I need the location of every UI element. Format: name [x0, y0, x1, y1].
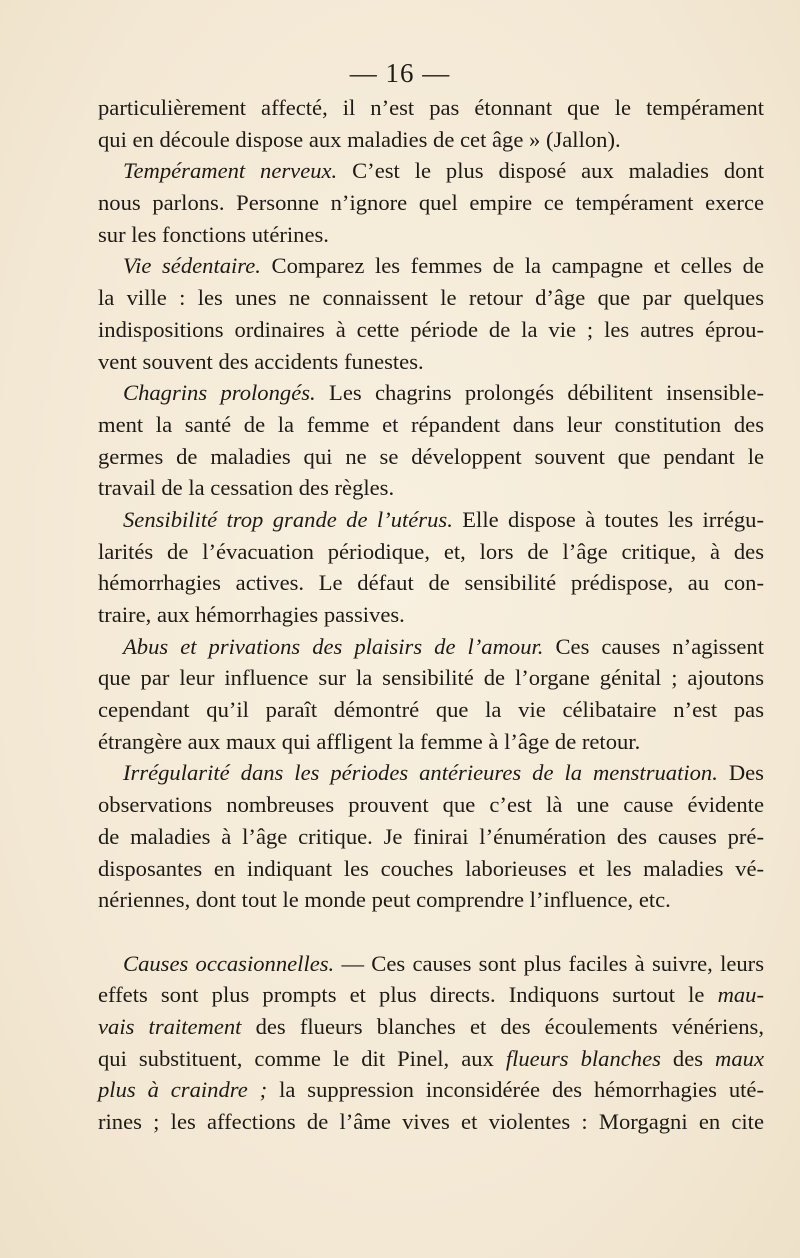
text-line [98, 979, 764, 1011]
text-run: vent souvent des accidents funestes. [98, 348, 424, 374]
italic-run: vais traitement [98, 1013, 242, 1039]
text-run: de maladies à l’âge critique. Je finirai l’énumération des causes pré- [98, 823, 764, 849]
text-run: C’est le plus disposé aux maladies dont [337, 158, 765, 184]
text-line [98, 124, 764, 156]
text-run: Les chagrins prolongés débilitent insensible- [315, 380, 764, 406]
text-line [98, 567, 764, 599]
paragraph [98, 92, 764, 155]
text-line [98, 821, 764, 853]
text-run: particulièrement affecté, il n’est pas étonnant que le tempérament [98, 95, 764, 120]
paragraph [98, 377, 764, 504]
text-run: la ville : les unes ne connaissent le retour d’âge que par quelques [98, 285, 764, 311]
text-line [98, 789, 764, 821]
italic-run: Tempérament nerveux. [123, 158, 338, 184]
text-run: des flueurs blanches et des écoulements vénériens, [241, 1013, 764, 1039]
text-run: travail de la cessation des règles. [98, 475, 395, 501]
text-line [98, 694, 764, 726]
text-line [98, 250, 764, 282]
italic-run: Chagrins prolongés. [123, 380, 316, 406]
text-run: traire, aux hémorrhagies passives. [98, 602, 405, 627]
text-line [98, 409, 764, 441]
page-number: — 16 — [349, 58, 451, 88]
text-run: cependant qu’il paraît démontré que la vie célibataire n’est pas [98, 697, 764, 723]
text-line [98, 726, 764, 758]
text-run: sur les fonctions utérines. [98, 221, 329, 247]
text-line [98, 631, 764, 663]
paragraph [98, 155, 764, 250]
italic-run: Irrégularité dans les périodes antérieures de la menstruation. [123, 760, 718, 786]
text-line [98, 1043, 764, 1075]
text-line [98, 1011, 764, 1043]
text-line [98, 1106, 764, 1138]
text-run: qui en découle dispose aux maladies de cet âge » (Jallon). [98, 126, 621, 152]
italic-run: Causes occasionnelles. [123, 950, 335, 976]
italic-run: Sensibilité trop grande de l’utérus. [123, 506, 453, 532]
paragraph [98, 250, 764, 377]
text-line [98, 187, 764, 219]
text-run: étrangère aux maux qui affligent la femme à l’âge de retour. [98, 728, 641, 754]
text-run: larités de l’évacuation périodique, et, lors de l’âge critique, à des [98, 538, 764, 564]
text-run: rines ; les affections de l’âme vives et violentes : Morgagni en cite [98, 1109, 764, 1134]
text-line [98, 314, 764, 346]
italic-run: flueurs blanches [505, 1045, 661, 1071]
text-run: effets sont plus prompts et plus directs. Indiquons surtout le [98, 982, 718, 1008]
text-line [98, 757, 764, 789]
text-run: Des [717, 760, 764, 786]
paragraph [98, 757, 764, 915]
italic-run: mau- [717, 982, 764, 1008]
text-line [98, 504, 764, 536]
text-line [98, 346, 764, 378]
italic-run: plus à craindre ; [98, 1077, 268, 1103]
text-line [98, 472, 764, 504]
text-line [98, 599, 764, 631]
text-run: Comparez les femmes de la campagne et celles de [260, 253, 764, 279]
text-line [98, 282, 764, 314]
text-run: que par leur influence sur la sensibilité de l’organe génital ; ajoutons [98, 665, 764, 691]
paragraph [98, 504, 764, 631]
text-line [98, 441, 764, 473]
text-run: — Ces causes sont plus faciles à suivre, leurs [334, 950, 764, 976]
text-run: germes de maladies qui ne se développent souvent que pendant le [98, 443, 764, 469]
text-line [98, 219, 764, 251]
paragraph [98, 631, 764, 758]
text-run: observations nombreuses prouvent que c’est là une cause évidente [98, 792, 764, 818]
text-line [98, 92, 764, 124]
text-line [98, 1074, 764, 1106]
italic-run: maux [715, 1045, 764, 1071]
text-run: indispositions ordinaires à cette période de la vie ; les autres éprou- [98, 316, 764, 342]
text-line [98, 884, 764, 916]
text-line [98, 536, 764, 568]
text-line [98, 662, 764, 694]
text-run: hémorrhagies actives. Le défaut de sensibilité prédispose, au con- [98, 570, 764, 596]
text-line [98, 377, 764, 409]
text-run: qui substituent, comme le dit Pinel, aux [98, 1045, 506, 1071]
body-text [98, 92, 764, 1138]
italic-run: Abus et privations des plaisirs de l’amour. [123, 633, 544, 659]
text-run: nériennes, dont tout le monde peut comprendre l’influence, etc. [98, 887, 671, 913]
text-run: nous parlons. Personne n’ignore quel empire ce tempérament exerce [98, 190, 764, 216]
italic-run: Vie sédentaire. [123, 253, 261, 279]
paragraph [98, 948, 764, 1138]
text-run: ment la santé de la femme et répandent dans leur constitution des [98, 411, 764, 437]
text-line [98, 853, 764, 885]
text-run: Ces causes n’agissent [543, 633, 764, 659]
text-run: disposantes en indiquant les couches laborieuses et les maladies vé- [98, 855, 764, 881]
text-run: Elle dispose à toutes les irrégu- [452, 506, 765, 532]
paragraph-gap [98, 916, 764, 948]
text-line [98, 948, 764, 980]
text-run: des [660, 1045, 716, 1071]
text-line [98, 155, 764, 187]
text-run: la suppression inconsidérée des hémorrhagies uté- [267, 1077, 764, 1103]
